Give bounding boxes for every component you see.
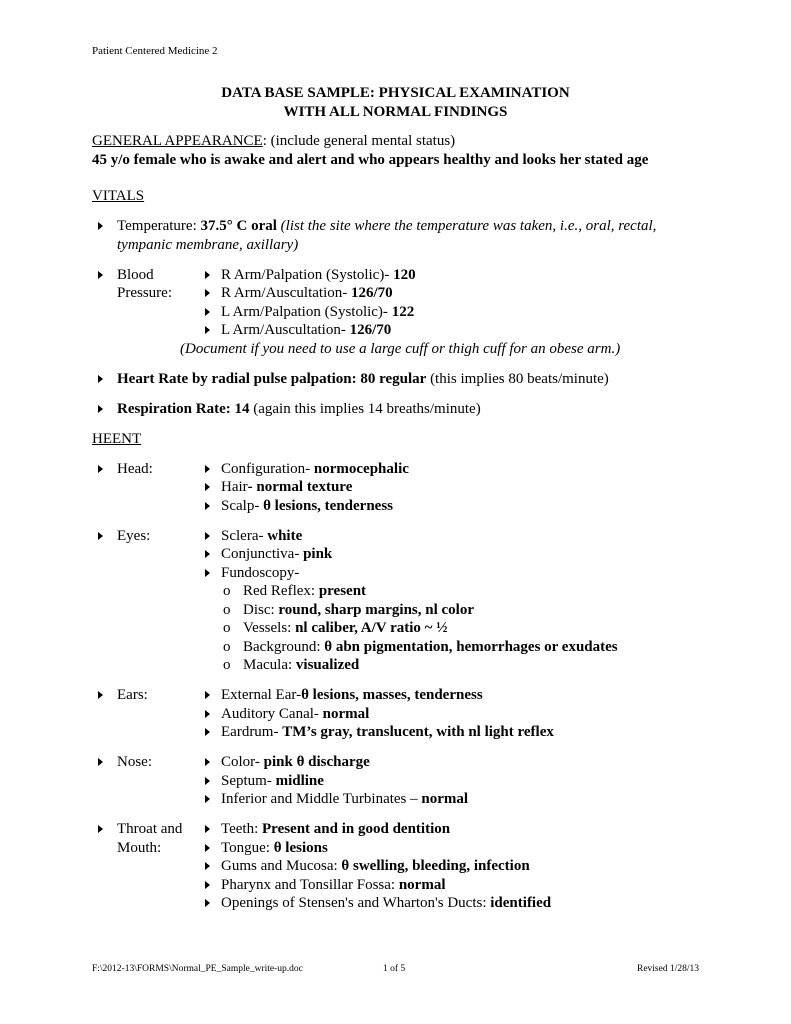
circle-bullet-icon: o	[223, 638, 231, 655]
text-segment: normal	[421, 791, 469, 807]
title-line-1: DATA BASE SAMPLE: PHYSICAL EXAMINATION	[221, 85, 570, 101]
heent-system-eyes	[92, 527, 712, 675]
bullet-arrow-icon	[205, 844, 210, 852]
finding-item	[205, 772, 712, 791]
text-segment: Inferior and Middle Turbinates –	[221, 791, 422, 807]
bullet-arrow-icon	[205, 569, 210, 577]
text-segment: Sclera-	[221, 527, 268, 544]
document-title	[0, 84, 791, 121]
bullet-arrow-icon	[205, 271, 210, 279]
text-segment: pink	[303, 546, 333, 562]
text-segment: midline	[275, 772, 324, 789]
bullet-arrow-icon	[98, 758, 103, 766]
text-segment: Pharynx and Tonsillar Fossa:	[221, 876, 399, 893]
text-segment: R Arm/Auscultation-	[221, 285, 351, 301]
system-label	[92, 460, 205, 516]
general-appearance-heading: GENERAL APPEARANCE	[92, 133, 263, 149]
bullet-arrow-icon	[205, 777, 210, 785]
bullet-arrow-icon	[205, 502, 210, 510]
text-segment: normocephalic	[313, 460, 409, 477]
finding-item	[205, 527, 712, 546]
heart-rate-item	[92, 370, 712, 389]
bullet-arrow-icon	[205, 795, 210, 803]
heent-heading: HEENT	[92, 430, 142, 447]
heent-system-ears	[92, 686, 712, 742]
system-findings	[205, 753, 712, 809]
text-segment: - normal texture	[247, 479, 353, 495]
bp-reading	[205, 321, 712, 340]
finding-item	[205, 686, 712, 705]
text-segment: identified	[490, 895, 552, 911]
text-segment: Respiration Rate: 14	[117, 400, 250, 417]
system-label	[92, 527, 205, 675]
finding-item	[205, 820, 712, 839]
finding-item	[205, 545, 712, 564]
bullet-arrow-icon	[98, 825, 103, 833]
finding-item	[205, 876, 712, 895]
label-text: Eyes:	[117, 527, 151, 544]
general-appearance-section	[92, 132, 712, 169]
bullet-arrow-icon	[205, 550, 210, 558]
respiration-item	[92, 400, 712, 419]
label-text: Head:	[117, 460, 153, 477]
text-segment: Scalp-	[221, 497, 264, 514]
sub-finding-item	[205, 656, 712, 675]
circle-bullet-icon: o	[223, 601, 231, 618]
text-segment: Temperature:	[117, 218, 201, 234]
footer-page-number: 1 of 5	[383, 964, 406, 974]
bullet-arrow-icon	[98, 405, 103, 413]
text-segment: Fundoscopy-	[221, 564, 300, 581]
finding-item	[205, 894, 712, 913]
text-segment: (this implies 80 beats/minute)	[426, 370, 609, 387]
heent-section	[92, 460, 712, 913]
text-segment: pink θ discharge	[263, 754, 370, 770]
finding-item	[205, 460, 712, 479]
text-segment: 122	[391, 303, 415, 320]
bullet-arrow-icon	[205, 483, 210, 491]
label-text: Throat and Mouth:	[117, 821, 183, 856]
text-segment: Heart Rate by radial pulse palpation: 80 regular	[117, 370, 427, 387]
system-label	[92, 820, 205, 913]
text-segment: Red Reflex:	[243, 583, 319, 599]
footer-file-path: F:\2012-13\FORMS\Normal_PE_Sample_write-up.doc	[92, 964, 303, 974]
text-segment: Conjunctiva-	[221, 546, 304, 562]
bullet-arrow-icon	[205, 289, 210, 297]
general-appearance-text: 45 y/o female who is awake and alert and who appears healthy and looks her stated age	[92, 151, 649, 168]
heent-system-nose	[92, 753, 712, 809]
text-segment: 120	[393, 266, 416, 283]
document-body	[92, 132, 712, 913]
finding-item	[205, 564, 712, 583]
text-segment: Openings of Stensen's and Wharton's Ducts:	[221, 895, 491, 911]
bullet-arrow-icon	[98, 222, 103, 230]
bp-note: (Document if you need to use a large cuff or thigh cuff for an obese arm.)	[180, 340, 621, 357]
bullet-arrow-icon	[205, 710, 210, 718]
title-line-2: WITH ALL NORMAL FINDINGS	[283, 103, 508, 120]
bp-reading	[205, 284, 712, 303]
system-findings	[205, 460, 712, 516]
text-segment: Vessels:	[243, 620, 296, 636]
bullet-arrow-icon	[205, 465, 210, 473]
circle-bullet-icon: o	[223, 620, 231, 636]
text-segment: L Arm/Palpation (Systolic)-	[221, 303, 392, 320]
text-segment: θ lesions	[273, 839, 328, 856]
text-segment: Auditory Canal-	[221, 705, 323, 722]
text-segment: Teeth:	[221, 821, 263, 837]
vitals-section	[92, 217, 712, 418]
text-segment: θ lesions, tenderness	[263, 497, 393, 514]
text-segment: 37.5° C oral	[200, 218, 281, 234]
bullet-arrow-icon	[205, 691, 210, 699]
text-segment: present	[318, 583, 367, 599]
bullet-arrow-icon	[205, 862, 210, 870]
text-segment: white	[267, 527, 303, 544]
blood-pressure-readings	[180, 266, 712, 359]
finding-item	[205, 478, 712, 497]
heent-system-head	[92, 460, 712, 516]
text-segment: round, sharp margins, nl color	[278, 601, 475, 618]
text-segment: (again this implies 14 breaths/minute)	[249, 400, 481, 417]
running-header: Patient Centered Medicine 2	[92, 45, 218, 57]
text-segment: θ swelling, bleeding, infection	[341, 858, 530, 874]
finding-item	[205, 790, 712, 809]
text-segment: (list the site where the temperature was taken, i.e., oral, rectal, tympanic membrane, axillary)	[117, 218, 657, 253]
text-segment: Background:	[243, 638, 325, 655]
finding-item	[205, 753, 712, 772]
text-segment: R Arm/Palpation (Systolic)-	[221, 266, 394, 283]
text-segment: TM’s gray, translucent, with nl light reflex	[282, 724, 554, 740]
heent-system-throat-and-mouth	[92, 820, 712, 913]
bp-reading	[205, 266, 712, 285]
text-segment: θ abn pigmentation, hemorrhages or exudates	[324, 638, 618, 655]
text-segment: Septum-	[221, 772, 276, 789]
text-segment: 126/70	[349, 322, 392, 338]
bullet-arrow-icon	[98, 532, 103, 540]
label-text: Ears:	[117, 687, 148, 703]
bullet-arrow-icon	[205, 326, 210, 334]
system-label	[92, 686, 205, 742]
system-findings	[205, 527, 712, 675]
text-segment: Present and in good dentition	[262, 821, 451, 837]
bullet-arrow-icon	[205, 899, 210, 907]
text-segment: Tongue:	[221, 839, 274, 856]
general-appearance-note: : (include general mental status)	[262, 133, 456, 149]
text-segment: nl caliber, A/V ratio ~ ½	[295, 620, 448, 636]
footer-revised-date: Revised 1/28/13	[636, 964, 699, 974]
bullet-arrow-icon	[205, 728, 210, 736]
bullet-arrow-icon	[98, 691, 103, 699]
bullet-arrow-icon	[98, 375, 103, 383]
system-findings	[205, 686, 712, 742]
text-segment: Configuration-	[221, 460, 314, 477]
bullet-arrow-icon	[205, 532, 210, 540]
finding-item	[205, 497, 712, 516]
blood-pressure-label	[92, 266, 205, 359]
bp-reading	[205, 303, 712, 322]
text-segment: Disc:	[243, 601, 279, 618]
text-segment: Hair	[221, 479, 248, 495]
sub-finding-item	[205, 638, 712, 657]
system-findings	[205, 820, 712, 913]
text-segment: External Ear-	[221, 687, 302, 703]
sub-finding-item	[205, 619, 712, 638]
text-segment: θ lesions, masses, tenderness	[301, 687, 483, 703]
label-text: Nose:	[117, 754, 152, 770]
text-segment: normal	[322, 705, 370, 722]
bullet-arrow-icon	[205, 758, 210, 766]
text-segment: Eardrum-	[221, 724, 283, 740]
text-segment: visualized	[295, 657, 360, 673]
finding-item	[205, 723, 712, 742]
blood-pressure-item	[92, 266, 712, 359]
bullet-arrow-icon	[205, 308, 210, 316]
text-segment: Macula:	[243, 657, 296, 673]
temperature-item	[92, 217, 712, 254]
finding-item	[205, 839, 712, 858]
text-segment: Color-	[221, 754, 264, 770]
bullet-arrow-icon	[205, 825, 210, 833]
finding-item	[205, 705, 712, 724]
circle-bullet-icon: o	[223, 583, 231, 599]
circle-bullet-icon: o	[223, 657, 231, 673]
label-text: Blood Pressure:	[117, 266, 172, 301]
sub-finding-item	[205, 582, 712, 601]
system-label	[92, 753, 205, 809]
bullet-arrow-icon	[98, 465, 103, 473]
sub-finding-item	[205, 601, 712, 620]
text-segment: Gums and Mucosa:	[221, 858, 342, 874]
bullet-arrow-icon	[205, 881, 210, 889]
text-segment: L Arm/Auscultation-	[221, 322, 350, 338]
text-segment: 126/70	[351, 285, 393, 301]
vitals-heading: VITALS	[92, 188, 145, 204]
text-segment: normal	[398, 876, 446, 893]
bullet-arrow-icon	[98, 271, 103, 279]
finding-item	[205, 857, 712, 876]
